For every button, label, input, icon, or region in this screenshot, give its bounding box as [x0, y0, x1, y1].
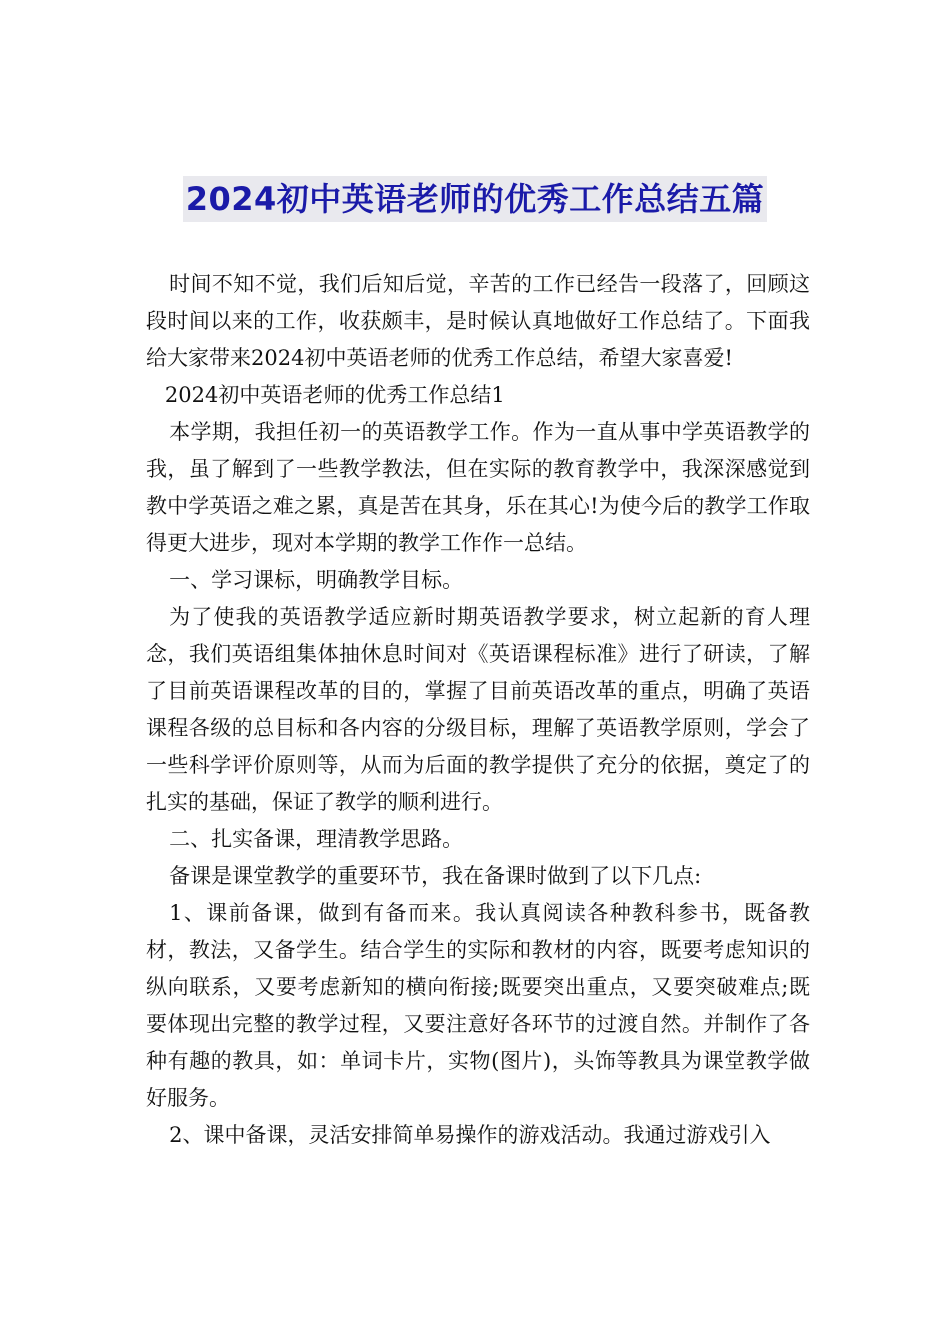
document-body — [146, 266, 810, 1154]
body-paragraph: 为了使我的英语教学适应新时期英语教学要求，树立起新的育人理念，我们英语组集体抽休息时间对《英语课程标准》进行了研读，了解了目前英语课程改革的目的，掌握了目前英语改革的重点，明确了英语课程各级的总目标和各内容的分级目标，理解了英语教学原则，学会了一些科学评价原则等，从而为后面的教学提供了充分的依据，奠定了的扎实的基础，保证了教学的顺利进行。 — [146, 605, 810, 814]
section-heading: 二、扎实备课，理清教学思路。 — [169, 827, 464, 851]
title-container — [0, 176, 950, 222]
body-paragraph: 1、课前备课，做到有备而来。我认真阅读各种教科参书，既备教材，教法，又备学生。结合学生的实际和教材的内容，既要考虑知识的纵向联系，又要考虑新知的横向衔接;既要突出重点，又要突破难点;既要体现出完整的教学过程，又要注意好各环节的过渡自然。并制作了各种有趣的教具，如：单词卡片，实物(图片)，头饰等教具为课堂教学做好服务。 — [146, 901, 810, 1110]
body-paragraph: 备课是课堂教学的重要环节，我在备课时做到了以下几点: — [169, 864, 702, 888]
body-paragraph: 2、课中备课，灵活安排简单易操作的游戏活动。我通过游戏引入 — [169, 1123, 771, 1147]
section-heading: 一、学习课标，明确教学目标。 — [169, 568, 464, 592]
intro-paragraph: 时间不知不觉，我们后知后觉，辛苦的工作已经告一段落了，回顾这段时间以来的工作，收获颇丰，是时候认真地做好工作总结了。下面我给大家带来2024初中英语老师的优秀工作总结，希望大家喜爱! — [146, 272, 810, 370]
body-paragraph: 本学期，我担任初一的英语教学工作。作为一直从事中学英语教学的我，虽了解到了一些教学教法，但在实际的教育教学中，我深深感觉到教中学英语之难之累，真是苦在其身，乐在其心!为使今后的教学工作取得更大进步，现对本学期的教学工作作一总结。 — [146, 420, 810, 555]
section-title: 2024初中英语老师的优秀工作总结1 — [164, 383, 505, 407]
document-title: 2024初中英语老师的优秀工作总结五篇 — [183, 176, 768, 222]
